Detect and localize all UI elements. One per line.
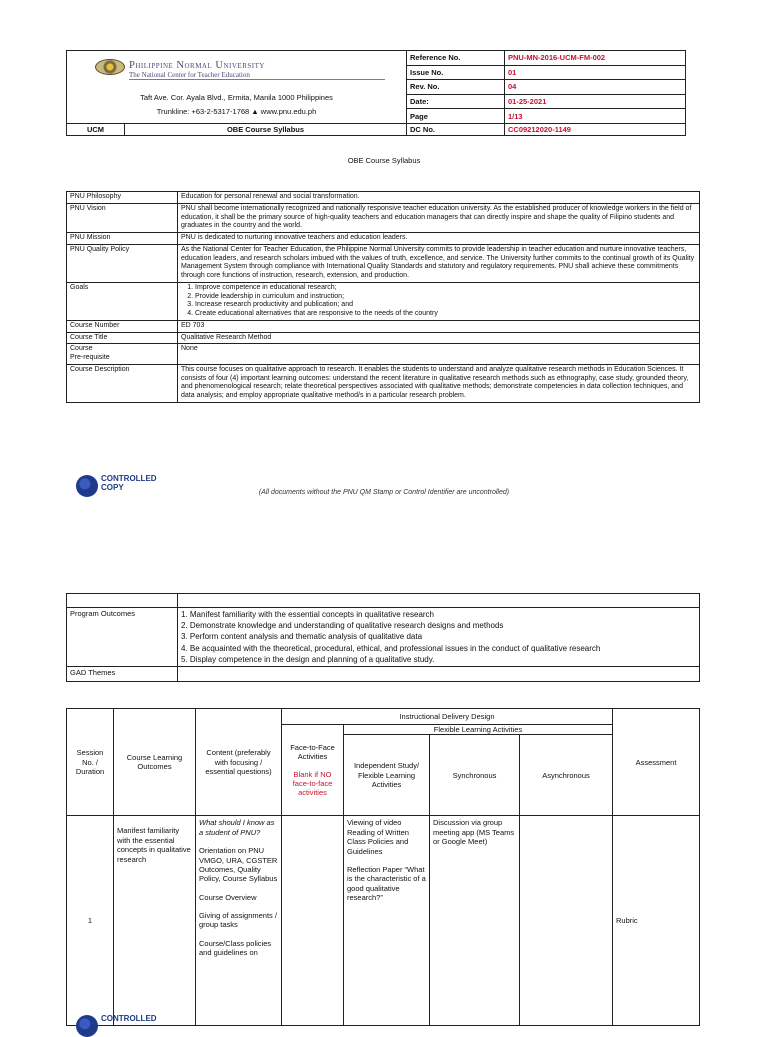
dc-label: DC No. — [407, 124, 505, 136]
vision-label: PNU Vision — [67, 203, 178, 232]
quality-policy-text: As the National Center for Teacher Education, the Philippine Normal University commits to provide leadership in teacher education and nurture innovative teachers, education leaders, and research scholars imbued with the values of truth, excellence, and service. The University further commits to the continual growth of its Quality Management System through compliance with International Quality Standards and statutory and regulatory requirements. PNU shall achieve these commitments through core functions of instruction, research, extension, and production. — [178, 244, 700, 282]
clo-text: Manifest familiarity with the essential concepts in qualitative research — [114, 816, 196, 1026]
page-label: Page — [407, 109, 505, 124]
clo-header: Course Learning Outcomes — [114, 709, 196, 816]
assessment-cell: Rubric — [613, 816, 700, 1026]
program-outcomes-label: Program Outcomes — [67, 608, 178, 667]
university-address: Taft Ave. Cor. Ayala Blvd., Ermita, Manila 1000 Philippines — [140, 93, 333, 102]
stamp-text — [101, 1015, 157, 1024]
content-cell — [196, 816, 282, 1026]
assessment-header: Assessment — [613, 709, 700, 816]
outcome-item: 2. Demonstrate knowledge and understanding of qualitative research designs and methods — [181, 621, 504, 631]
stamp-line1: CONTROLLED — [101, 1014, 157, 1023]
course-description-label: Course Description — [67, 364, 178, 402]
uncontrolled-disclaimer: (All documents without the PNU QM Stamp or Control Identifier are uncontrolled) — [258, 489, 510, 496]
mission-text: PNU is dedicated to nurturing innovative teachers and education leaders. — [178, 233, 700, 245]
independent-activity-2: Reflection Paper “What is the characteristic of a good qualitative research?” — [347, 864, 426, 902]
stamp-line1: CONTROLLED — [101, 474, 157, 483]
university-seal-icon — [95, 59, 125, 75]
page-value: 1/13 — [505, 109, 686, 124]
philosophy-label: PNU Philosophy — [67, 192, 178, 204]
reference-label: Reference No. — [407, 51, 505, 66]
session-header: Session No. / Duration — [67, 709, 114, 816]
goal-item: 3. Increase research productivity and publication; and — [195, 301, 696, 310]
asynchronous-header: Asynchronous — [520, 735, 613, 816]
goal-item: 1. Improve competence in educational research; — [195, 284, 696, 293]
content-policies: Course/Class policies and guidelines on — [199, 938, 272, 958]
program-outcomes-list — [178, 608, 700, 667]
form-title: OBE Course Syllabus — [125, 124, 407, 136]
university-name: Philippine Normal University — [129, 60, 265, 71]
content-question: What should I know as a student of PNU? — [199, 818, 275, 837]
independent-cell — [344, 816, 430, 1026]
instructional-plan-table — [66, 708, 700, 1026]
rev-label: Rev. No. — [407, 80, 505, 95]
outcome-item: 5. Display competence in the design and planning of a qualitative study. — [181, 654, 435, 664]
asynchronous-cell — [520, 816, 613, 1026]
goals-label: Goals — [67, 282, 178, 320]
gad-themes-label: GAD Themes — [67, 666, 178, 681]
course-description: This course focuses on qualitative approach to research. It enables the students to understand and analyze qualitative research methods in Education Sciences. It consists of four (4) important learning outcomes: understand the recent literature in qualitative research methods such as ethnography, case study, grounded theory, and phenomenological research; relate theoretical perspectives associated with qualitative methods; demonstrate competencies in data collection techniques, and data analysis; and employ appropriate qualitative method/s in a particular research problem. — [178, 364, 700, 402]
content-orientation: Orientation on PNU VMGO, URA, CGSTER Outcomes, Quality Policy, Course Syllabus — [199, 846, 278, 884]
session-number: 1 — [67, 816, 114, 1026]
content-header: Content (preferably with focusing / essential questions) — [196, 709, 282, 816]
face-to-face-cell — [282, 816, 344, 1026]
face-to-face-note: Blank if NO face-to-face activities — [292, 769, 333, 798]
goal-item: 2. Provide leadership in curriculum and instruction; — [195, 293, 696, 302]
prerequisite-label — [67, 344, 178, 365]
vision-text: PNU shall become internationally recognized and nationally responsive teacher education university. As the established producer of knowledge workers in the field of education, it shall be the primary source of high-quality teachers and education managers that can directly inspire and shape the quality of Filipino students and graduates in the country and the world. — [178, 203, 700, 232]
goal-item: 4. Create educational alternatives that are responsive to the needs of the country — [195, 310, 696, 319]
synchronous-header: Synchronous — [430, 735, 520, 816]
ucm-label: UCM — [67, 124, 125, 136]
blank-cell — [178, 594, 700, 608]
content-overview: Course Overview — [199, 892, 257, 902]
date-value: 01-25-2021 — [505, 94, 686, 109]
logo-divider — [129, 79, 385, 80]
face-to-face-header — [282, 725, 344, 816]
prerequisite-label-line2: Pre-requisite — [70, 354, 110, 361]
face-to-face-label: Face-to-Face Activities — [290, 742, 335, 762]
issue-value: 01 — [505, 65, 686, 80]
flexible-learning-header: Flexible Learning Activities — [344, 725, 613, 735]
course-title-label: Course Title — [67, 332, 178, 344]
reference-value: PNU-MN-2016-UCM-FM-002 — [505, 51, 686, 66]
date-label: Date: — [407, 94, 505, 109]
dc-value: CC09212020-1149 — [505, 124, 686, 136]
university-contact: Trunkline: +63-2-5317-1768 ▲ www.pnu.edu.ph — [156, 107, 317, 116]
course-title: Qualitative Research Method — [178, 332, 700, 344]
prerequisite-value: None — [178, 344, 700, 365]
outcome-item: 3. Perform content analysis and thematic analysis of qualitative data — [181, 632, 423, 642]
page-title: OBE Course Syllabus — [347, 156, 421, 165]
independent-activity-1: Viewing of video Reading of Written Class Policies and Guidelines — [347, 818, 409, 856]
university-subtitle: The National Center for Teacher Education — [129, 71, 250, 79]
philosophy-text: Education for personal renewal and social transformation. — [178, 192, 700, 204]
mission-label: PNU Mission — [67, 233, 178, 245]
prerequisite-label-line1: Course — [70, 345, 93, 353]
course-number-label: Course Number — [67, 320, 178, 332]
quality-policy-label: PNU Quality Policy — [67, 244, 178, 282]
independent-study-header: Independent Study/ Flexible Learning Activities — [344, 735, 430, 816]
goals-list-cell — [178, 282, 700, 320]
institution-info-table — [66, 191, 700, 403]
goals-list — [181, 284, 696, 319]
gad-themes-value — [178, 666, 700, 681]
issue-label: Issue No. — [407, 65, 505, 80]
instructional-delivery-header: Instructional Delivery Design — [282, 709, 613, 725]
synchronous-cell: Discussion via group meeting app (MS Teams or Google Meet) — [430, 816, 520, 1026]
rev-value: 04 — [505, 80, 686, 95]
university-logo-block — [67, 51, 407, 124]
outcome-item: 1. Manifest familiarity with the essential concepts in qualitative research — [181, 610, 435, 619]
outcome-item: 4. Be acquainted with the theoretical, procedural, ethical, and professional issues in the conduct of qualitative research — [181, 643, 601, 653]
pnu-seal-icon — [76, 1015, 98, 1037]
content-assignments: Giving of assignments / group tasks — [199, 911, 277, 930]
program-outcomes-table — [66, 593, 700, 682]
course-number: ED 703 — [178, 320, 700, 332]
stamp-line2: COPY — [101, 482, 124, 492]
document-header — [66, 50, 686, 136]
blank-cell — [67, 594, 178, 608]
table-row — [67, 816, 700, 1026]
